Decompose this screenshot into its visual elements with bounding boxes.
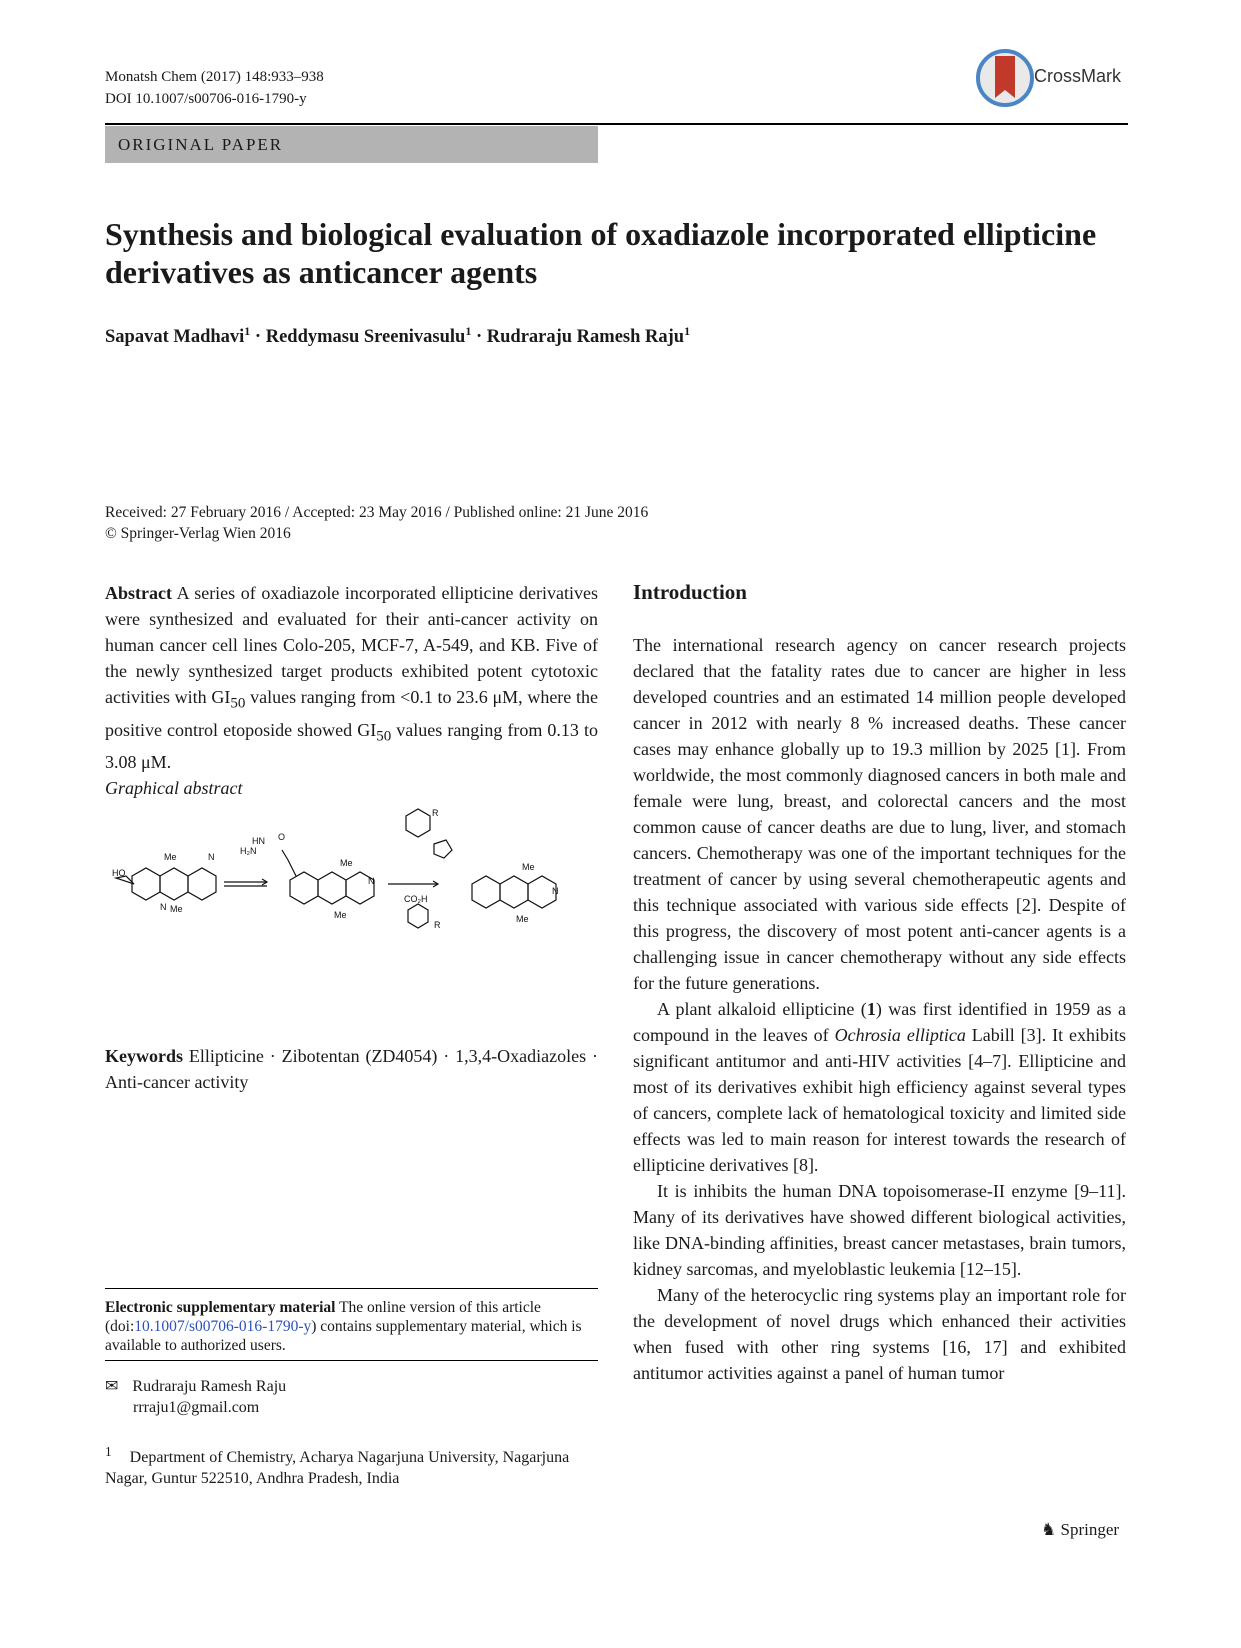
species-name: Ochrosia elliptica (834, 1025, 966, 1045)
subscript: 50 (230, 695, 246, 712)
esm-text: ) contains supplementary material, which is available to authorized users. (105, 1318, 582, 1354)
reaction-arrow-2 (388, 881, 438, 887)
nitrogen-label: N (552, 886, 559, 896)
nitrogen-label: N (160, 902, 167, 912)
affiliation-text: Department of Chemistry, Acharya Nagarjuna University, Nagarjuna Nagar, Guntur 522510, Andhra Pradesh, India (105, 1449, 570, 1488)
copyright-line: © Springer-Verlag Wien 2016 (105, 525, 291, 542)
abstract (105, 580, 598, 801)
methyl-label: Me (164, 852, 177, 862)
springer-knight-icon: ♞ (1041, 1520, 1057, 1539)
paragraph: Many of the heterocyclic ring systems play an important role for the development of novel drugs which enhanced their activities when fused with other ring systems [16, 17] and exhibited antitumor activities against a panel of human tumor (633, 1285, 1126, 1383)
author-name[interactable]: Rudraraju Ramesh Raju (486, 327, 685, 348)
affiliation (105, 1441, 598, 1489)
keywords-text: Ellipticine · Zibotentan (ZD4054) · 1,3,4-Oxadiazoles · Anti-cancer activity (105, 1046, 598, 1092)
paragraph: It is inhibits the human DNA topoisomerase-II enzyme [9–11]. Many of its derivatives have showed different biological activities, like DNA-binding affinities, breast cancer metastases, brain tumors, kidney sarcomas, and myeloblastic leukemia [12–15]. (633, 1181, 1126, 1279)
hydroxyl-label: HO (112, 868, 126, 878)
hydrazide-label: HN (252, 836, 265, 846)
footnote-rule (105, 1360, 598, 1361)
paper-title: Synthesis and biological evaluation of oxadiazole incorporated ellipticine derivatives as anticancer agents (105, 216, 1097, 290)
paragraph: The international research agency on cancer research projects declared that the fatality rates due to cancer are higher in less developed countries and an estimated 14 million people developed cancer in 2012 with nearly 8 % increased deaths. These cancer cases may enhance globally up to 19.3 million by 2025 [1]. From worldwide, the most commonly diagnosed cancers in both male and female were lung, breast, and colorectal cancers and the most common cause of cancer deaths are due to lung, liver, and stomach cancers. Chemotherapy was one of the important techniques for the treatment of cancer by using several chemotherapeutic agents and this technique associated with various side effects [2]. Despite of this progress, the discovery of most potent anti-cancer agents is a challenging issue in cancer chemotherapy without any side effects for the future generations. (633, 635, 1126, 993)
reaction-arrow-1 (224, 879, 267, 886)
ellipticine-structure (116, 868, 216, 900)
author-affiliation-mark: 1 (465, 324, 472, 338)
author-email[interactable]: rrraju1@gmail.com (133, 1399, 260, 1416)
paragraph-text: Labill [3]. It exhibits significant antitumor and anti-HIV activities [4–7]. Ellipticine and most of its derivatives exhibit high efficiency against several types of cancers, complete lack of hematological toxicity and limited side effects was led to main reason for interest towards the research of ellipticine derivatives [8]. (633, 1025, 1126, 1175)
paragraph (633, 996, 1126, 1178)
introduction-body (633, 632, 1126, 1386)
keywords (105, 1043, 598, 1095)
author-separator: · (254, 327, 266, 348)
crossmark-label: CrossMark (1034, 66, 1122, 86)
journal-line: Monatsh Chem (2017) 148:933–938 (105, 69, 324, 85)
author-name[interactable]: Reddymasu Sreenivasulu (265, 327, 466, 348)
envelope-icon: ✉ (105, 1378, 119, 1395)
corresponding-author: Rudraraju Ramesh Raju (132, 1378, 287, 1395)
header-rule (105, 123, 1128, 125)
hydrazide-label: H₂N (240, 846, 257, 856)
methyl-label: Me (334, 910, 347, 920)
nitrogen-label: N (368, 876, 375, 886)
paragraph-text: ) was first identified in 1959 as a compound in the leaves of (633, 999, 1126, 1045)
abstract-text: values ranging from 0.13 to 3.08 μM. (105, 719, 598, 773)
abstract-label: Abstract (105, 583, 172, 603)
doi-link[interactable]: 10.1007/s00706-016-1790-y (134, 1318, 312, 1335)
esm-label: Electronic supplementary material (105, 1299, 336, 1316)
ether-ellipticine-structure (282, 850, 374, 904)
methyl-label: Me (522, 862, 535, 872)
abstract-text: values ranging from <0.1 to 23.6 μM, where the positive control etoposide showed GI (105, 687, 598, 740)
substituent-label: R (432, 808, 439, 818)
graphical-abstract-label: Graphical abstract (105, 778, 243, 799)
author-affiliation-mark: 1 (244, 324, 251, 338)
author-separator: · (475, 327, 487, 348)
acid-label: CO₂H (404, 894, 428, 904)
supplementary-note (105, 1298, 598, 1355)
author-name[interactable]: Sapavat Madhavi (105, 327, 245, 348)
history-dates: Received: 27 February 2016 / Accepted: 23 May 2016 / Published online: 21 June 2016 (105, 504, 649, 521)
methyl-label: Me (170, 904, 183, 914)
article-type-label: ORIGINAL PAPER (105, 126, 598, 163)
methyl-label: Me (516, 914, 529, 924)
compound-number: 1 (866, 999, 876, 1019)
affiliation-number: 1 (105, 1444, 112, 1459)
correspondence (105, 1376, 286, 1418)
substituent-label: R (434, 920, 441, 930)
keywords-label: Keywords (105, 1046, 183, 1066)
crossmark-icon (976, 48, 1034, 110)
author-affiliation-mark: 1 (684, 324, 691, 338)
esm-text: The online version of this article (doi: (105, 1299, 541, 1335)
article-history (105, 502, 648, 544)
doi-line: DOI 10.1007/s00706-016-1790-y (105, 91, 307, 107)
publisher-logo (1041, 1520, 1119, 1540)
journal-citation (105, 66, 324, 110)
graphical-abstract-scheme (112, 808, 598, 1003)
oxygen-label: O (278, 832, 286, 842)
methyl-label: Me (340, 858, 353, 868)
oxadiazole-product-structure (406, 809, 556, 908)
author-list (105, 324, 690, 348)
section-heading: Introduction (633, 580, 747, 604)
subscript: 50 (376, 728, 392, 745)
paragraph-text: A plant alkaloid ellipticine ( (657, 999, 867, 1019)
abstract-text: A series of oxadiazole incorporated ellipticine derivatives were synthesized and evaluated for their anti-cancer activity on human cancer cell lines Colo-205, MCF-7, A-549, and KB. Five of the newly synthesized target products exhibited potent cytotoxic activities with GI (105, 583, 598, 707)
nitrogen-label: N (208, 852, 215, 862)
benzoic-acid-structure (408, 904, 428, 928)
publisher-name: Springer (1060, 1520, 1120, 1539)
footnote-rule (105, 1288, 598, 1289)
crossmark-badge[interactable] (976, 48, 1128, 110)
